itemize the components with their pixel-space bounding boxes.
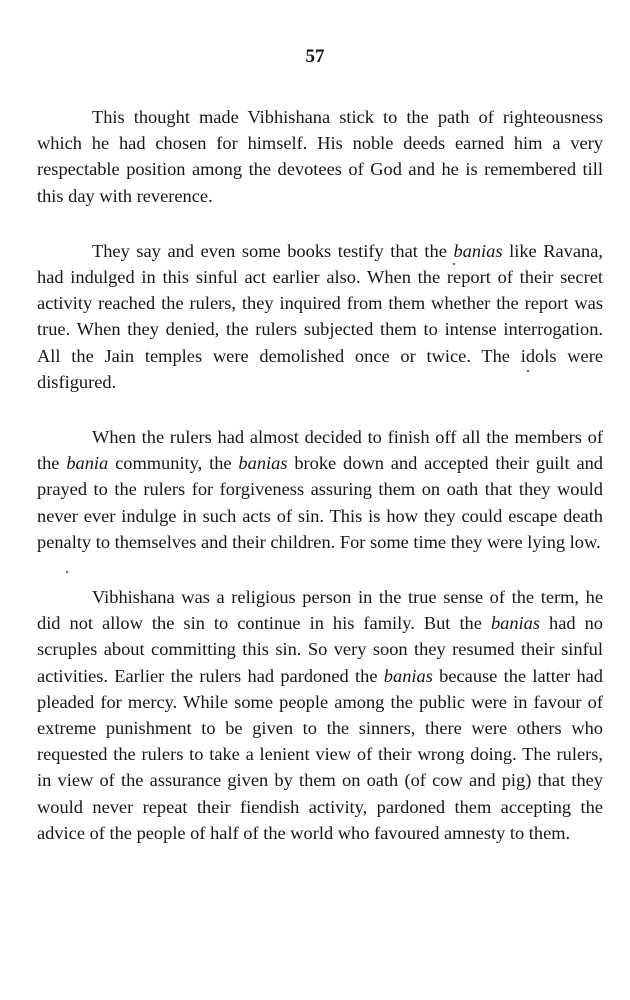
text-segment: Vibhishana was a religious person in the true sense of the term, he did not allow the sin to continue in his family. But the [37,587,603,634]
text-segment: because the latter had pleaded for mercy. While some people among the public were in favour of extreme punishment to be given to the sinners, there were others who requested the rulers to take a lenient view of their wrong doing. The rulers, in view of the assurance given by them on oath (of cow and pig) that they would never repeat their fiendish activity, pardoned them accepting the advice of the people of half of the world who favoured amnesty to them. [37,665,603,843]
italic-term: banias [490,613,540,634]
paragraph [37,238,603,395]
paragraph [37,424,603,555]
text-segment: They say and even some books testify that the [92,240,454,261]
paragraph [37,584,603,846]
print-speck [527,370,529,372]
text-segment: community, the [108,453,239,474]
body-text [37,104,603,875]
italic-term: banias [453,240,503,261]
text-segment: When the rulers had almost decided to finish off all the members of the [37,427,603,474]
italic-term: banias [383,665,433,686]
print-speck [66,571,68,573]
text-segment: had no scruples about committing this sin. So very soon they resumed their sinful activities. Earlier the rulers had pardoned the [37,613,603,686]
italic-term: bania [66,453,109,474]
italic-term: banias [238,453,288,474]
text-segment: broke down and accepted their guilt and prayed to the rulers for forgiveness assuring them on oath that they would never ever indulge in such acts of sin. This is how they could escape death penalty to themselves and their children. For some time they were lying low. [37,453,603,552]
print-speck [453,263,455,265]
text-segment: This thought made Vibhishana stick to the path of righteousness which he had chosen for himself. His noble deeds earned him a very respectable position among the devotees of God and he is remembered till this day with reverence. [37,107,603,206]
text-segment: like Ravana, had indulged in this sinful act earlier also. When the report of their secret activity reached the rulers, they inquired from them whether the report was true. When they denied, the rulers subjected them to intense interrogation. All the Jain temples were demolished once or twice. The idols were disfigured. [37,240,603,392]
paragraph [37,104,603,209]
page-number: 57 [305,46,325,67]
